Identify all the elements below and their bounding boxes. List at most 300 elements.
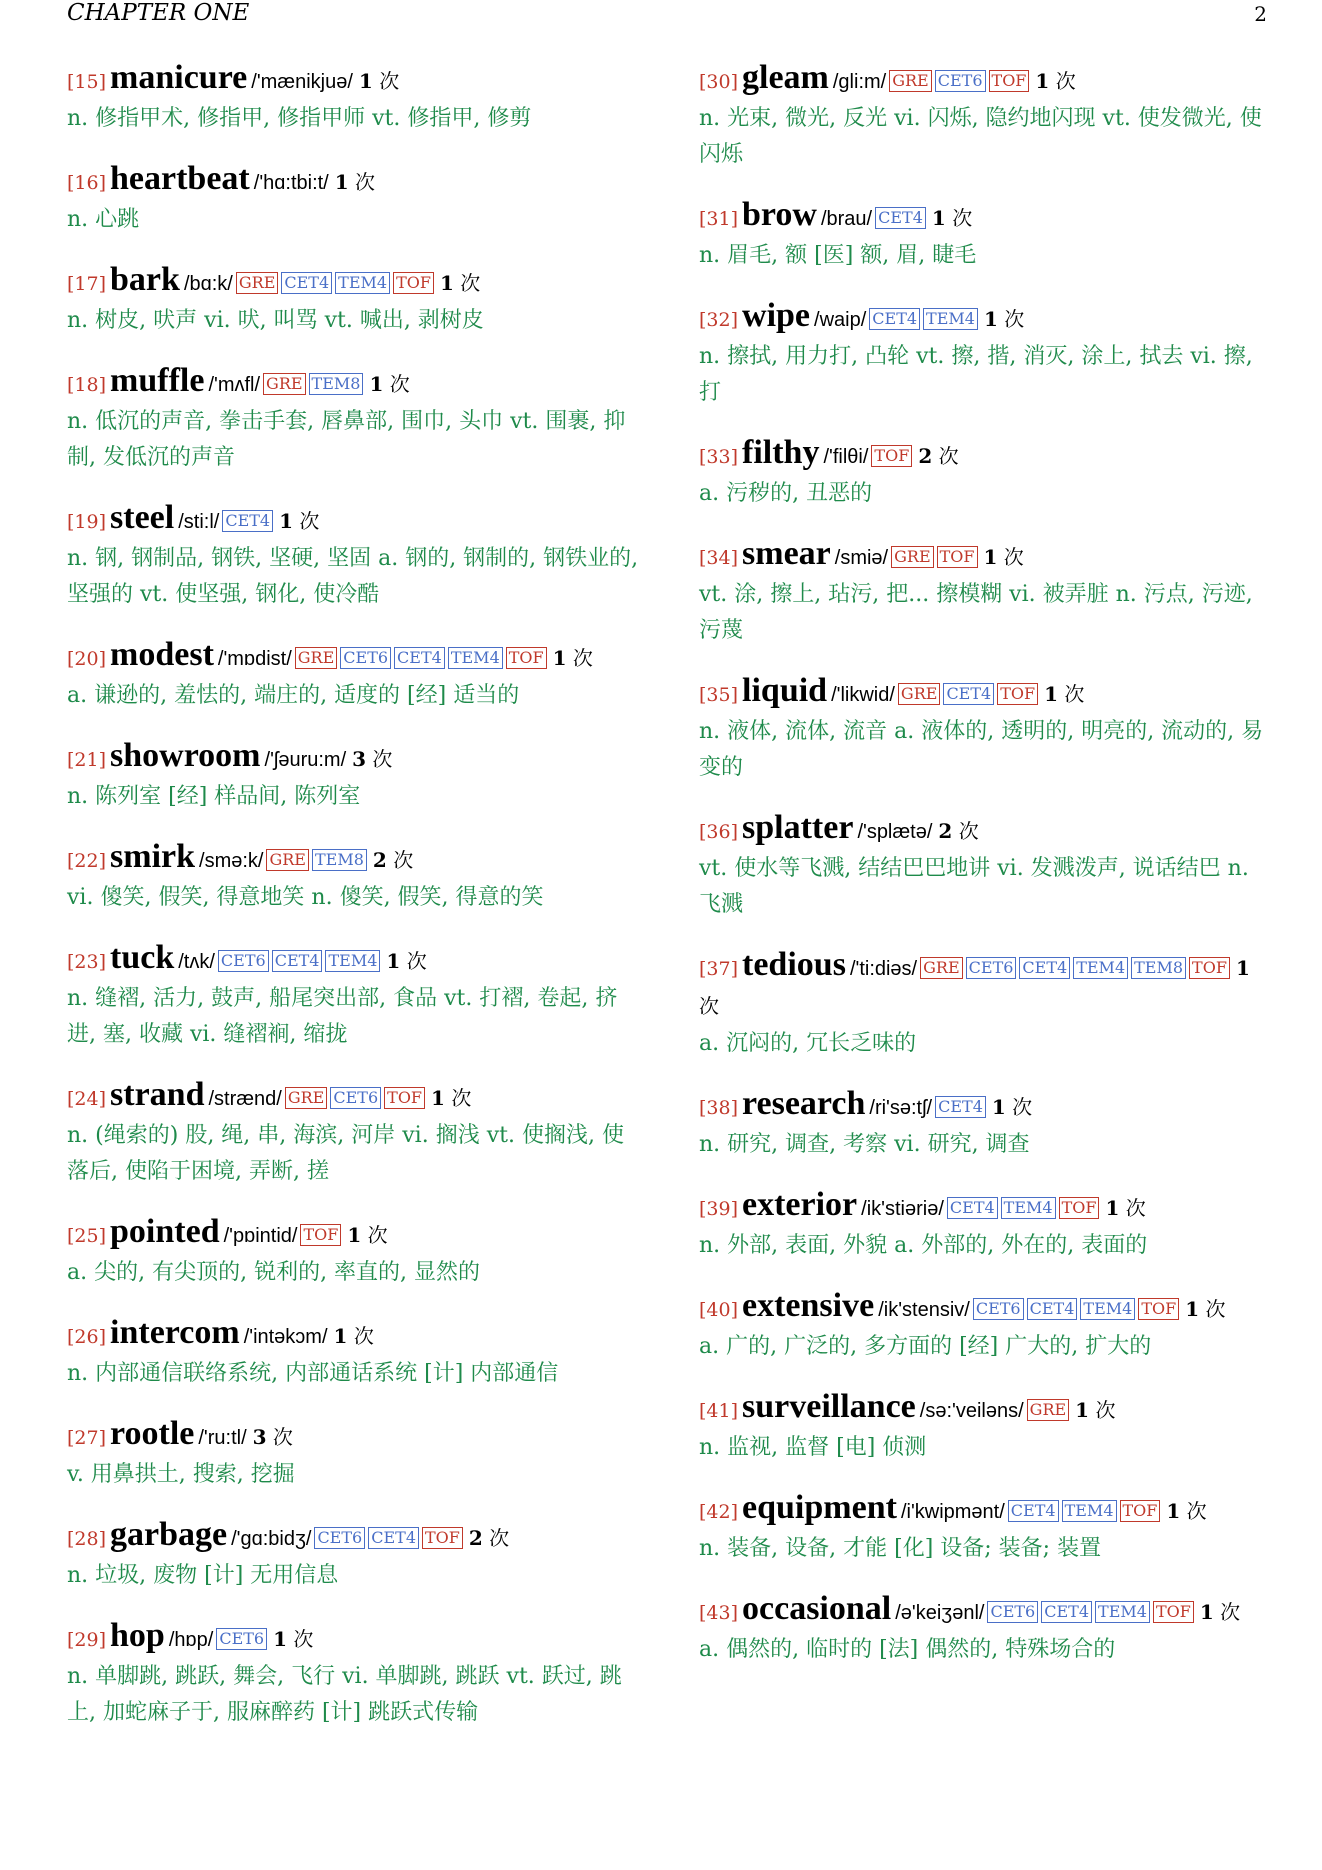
page-header: [67, 0, 1267, 32]
headword: exterior: [742, 1186, 858, 1223]
definition: n. 树皮, 吠声 vi. 吠, 叫骂 vt. 喊出, 剥树皮: [67, 308, 484, 333]
count-unit: 次: [1064, 682, 1085, 706]
entry-index: [42]: [699, 1501, 739, 1523]
definition: n. 内部通信联络系统, 内部通话系统 [计] 内部通信: [67, 1361, 559, 1386]
vocab-entry: [699, 197, 1275, 274]
definition: n. 外部, 表面, 外貌 a. 外部的, 外在的, 表面的: [699, 1233, 1148, 1258]
phonetic: /smiə/: [834, 547, 889, 569]
exam-tag: TEM4: [1062, 1500, 1117, 1522]
phonetic: /'ʃəuru:m/: [264, 749, 347, 771]
count-number: 1: [1035, 69, 1050, 93]
entry-index: [19]: [67, 511, 107, 533]
entry-index: [38]: [699, 1097, 739, 1119]
phonetic: /waip/: [814, 309, 867, 331]
headword: rootle: [110, 1415, 195, 1452]
count-number: 2: [938, 819, 953, 843]
count-number: 1: [1185, 1297, 1200, 1321]
definition: n. 垃圾, 废物 [计] 无用信息: [67, 1563, 339, 1588]
headword: showroom: [110, 737, 261, 774]
count-unit: 次: [1003, 545, 1024, 569]
page-number: 2: [1254, 2, 1267, 26]
exam-tag: GRE: [898, 683, 941, 705]
phonetic: /strænd/: [208, 1088, 282, 1110]
entry-index: [18]: [67, 374, 107, 396]
occurrence-count: [1200, 1600, 1240, 1624]
vocab-entry: [67, 839, 643, 916]
occurrence-count: [938, 819, 978, 843]
headword: heartbeat: [110, 160, 250, 197]
occurrence-count: [369, 372, 409, 396]
exam-tag: CET4: [281, 272, 332, 294]
entry-head: [699, 810, 1275, 851]
exam-tag: TOF: [506, 647, 547, 669]
exam-tag: TEM4: [325, 950, 380, 972]
phonetic: /brau/: [820, 208, 873, 230]
entry-head: [67, 262, 643, 303]
entry-head: [67, 161, 643, 202]
vocab-entry: [699, 435, 1275, 512]
entry-head: [67, 500, 643, 541]
entry-index: [15]: [67, 71, 107, 93]
exam-tag: CET6: [935, 70, 986, 92]
exam-tag: GRE: [891, 546, 934, 568]
definition: a. 污秽的, 丑恶的: [699, 481, 873, 506]
phonetic: /hɒp/: [168, 1629, 214, 1651]
headword: tedious: [742, 946, 846, 983]
phonetic: /'splætə/: [857, 821, 933, 843]
occurrence-count: [918, 444, 958, 468]
exam-tag: CET4: [935, 1096, 986, 1118]
definition: a. 偶然的, 临时的 [法] 偶然的, 特殊场合的: [699, 1637, 1116, 1662]
exam-tag: CET4: [1019, 957, 1070, 979]
exam-tag: TEM8: [309, 373, 364, 395]
occurrence-count: [1035, 69, 1075, 93]
exam-tag: TOF: [422, 1527, 463, 1549]
phonetic: /sə:'veiləns/: [919, 1400, 1024, 1422]
count-unit: 次: [460, 271, 481, 295]
occurrence-count: [992, 1095, 1032, 1119]
count-unit: 次: [393, 848, 414, 872]
count-unit: 次: [958, 819, 979, 843]
occurrence-count: [1166, 1499, 1206, 1523]
vocab-entry: [67, 738, 643, 815]
phonetic: /tʌk/: [178, 951, 215, 973]
exam-tag: CET6: [216, 1628, 267, 1650]
count-number: 1: [1166, 1499, 1181, 1523]
count-unit: 次: [1205, 1297, 1226, 1321]
definition: a. 广的, 广泛的, 多方面的 [经] 广大的, 扩大的: [699, 1334, 1152, 1359]
exam-tag: CET4: [947, 1197, 998, 1219]
headword: gleam: [742, 59, 829, 96]
exam-tag: GRE: [263, 373, 306, 395]
exam-tag: TOF: [393, 272, 434, 294]
count-unit: 次: [379, 69, 400, 93]
vocab-entry: [67, 1214, 643, 1291]
definition: n. 钢, 钢制品, 钢铁, 坚硬, 坚固 a. 钢的, 钢制的, 钢铁业的, 坚强的 vt. 使坚强, 钢化, 使冷酷: [67, 546, 639, 607]
entry-index: [39]: [699, 1198, 739, 1220]
count-unit: 次: [406, 949, 427, 973]
entry-head: [67, 1517, 643, 1558]
vocab-entry: [67, 940, 643, 1053]
entry-head: [67, 1315, 643, 1356]
phonetic: /'intəkɔm/: [243, 1326, 328, 1348]
phonetic: /'ru:tl/: [198, 1427, 247, 1449]
headword: occasional: [742, 1590, 892, 1627]
headword: smirk: [110, 838, 196, 875]
count-unit: 次: [293, 1627, 314, 1651]
headword: intercom: [110, 1314, 240, 1351]
entry-index: [24]: [67, 1088, 107, 1110]
entry-index: [31]: [699, 208, 739, 230]
definition: n. 低沉的声音, 拳击手套, 唇鼻部, 围巾, 头巾 vt. 围裹, 抑制, 发低沉的声音: [67, 409, 626, 470]
headword: smear: [742, 535, 831, 572]
vocab-entry: [67, 1077, 643, 1190]
exam-tag: TEM4: [1080, 1298, 1135, 1320]
entry-head: [699, 60, 1275, 101]
exam-tag: TOF: [1138, 1298, 1179, 1320]
definition: n. 缝褶, 活力, 鼓声, 船尾突出部, 食品 vt. 打褶, 卷起, 挤进, 塞, 收藏 vi. 缝褶裥, 缩拢: [67, 986, 618, 1047]
entry-head: [67, 637, 643, 678]
headword: filthy: [742, 434, 820, 471]
entry-index: [20]: [67, 648, 107, 670]
occurrence-count: [440, 271, 480, 295]
count-unit: 次: [1012, 1095, 1033, 1119]
count-number: 1: [1044, 682, 1059, 706]
count-number: 1: [983, 307, 998, 331]
phonetic: /'mʌfl/: [208, 374, 261, 396]
vocab-entry: [699, 1187, 1275, 1264]
headword: garbage: [110, 1516, 228, 1553]
exam-tag: CET4: [272, 950, 323, 972]
vocab-entry: [67, 1618, 643, 1731]
entry-index: [21]: [67, 749, 107, 771]
count-number: 1: [334, 170, 349, 194]
entry-head: [67, 839, 643, 880]
occurrence-count: [273, 1627, 313, 1651]
vocab-entry: [67, 1315, 643, 1392]
entry-head: [67, 363, 643, 404]
count-unit: 次: [367, 1223, 388, 1247]
entry-head: [699, 1389, 1275, 1430]
entry-index: [35]: [699, 684, 739, 706]
exam-tag: TOF: [989, 70, 1030, 92]
occurrence-count: [553, 646, 593, 670]
definition: n. 研究, 调查, 考察 vi. 研究, 调查: [699, 1132, 1030, 1157]
entry-index: [17]: [67, 273, 107, 295]
exam-tag: TEM4: [923, 308, 978, 330]
headword: brow: [742, 196, 817, 233]
entry-index: [22]: [67, 850, 107, 872]
headword: tuck: [110, 939, 175, 976]
vocab-entry: [67, 262, 643, 339]
count-unit: 次: [355, 170, 376, 194]
definition: n. 眉毛, 额 [医] 额, 眉, 睫毛: [699, 243, 977, 268]
left-column: [67, 60, 643, 1755]
exam-tag: CET4: [1041, 1601, 1092, 1623]
count-unit: 次: [1186, 1499, 1207, 1523]
exam-tag: CET4: [1008, 1500, 1059, 1522]
entry-index: [30]: [699, 71, 739, 93]
count-number: 2: [372, 848, 387, 872]
vocab-entry: [67, 637, 643, 714]
occurrence-count: [334, 1324, 374, 1348]
headword: wipe: [742, 297, 811, 334]
occurrence-count: [431, 1086, 471, 1110]
headword: modest: [110, 636, 214, 673]
count-unit: 次: [1055, 69, 1076, 93]
occurrence-count: [469, 1526, 509, 1550]
phonetic: /ik'stensiv/: [878, 1299, 970, 1321]
entry-head: [699, 536, 1275, 577]
entry-head: [699, 673, 1275, 714]
exam-tag: TEM4: [335, 272, 390, 294]
headword: bark: [110, 261, 180, 298]
entry-head: [699, 1490, 1275, 1531]
count-number: 1: [1075, 1398, 1090, 1422]
count-unit: 次: [1004, 307, 1025, 331]
right-column: [699, 60, 1275, 1692]
count-unit: 次: [1095, 1398, 1116, 1422]
count-number: 1: [431, 1086, 445, 1110]
occurrence-count: [373, 848, 413, 872]
occurrence-count: [984, 307, 1024, 331]
entry-head: [67, 1618, 643, 1659]
entry-index: [26]: [67, 1326, 107, 1348]
entry-index: [34]: [699, 547, 739, 569]
definition: n. (绳索的) 股, 绳, 串, 海滨, 河岸 vi. 搁浅 vt. 使搁浅, 使落后, 使陷于困境, 弄断, 搓: [67, 1123, 624, 1184]
headword: equipment: [742, 1489, 897, 1526]
exam-tag: CET6: [314, 1527, 365, 1549]
phonetic: /ə'keiʒənl/: [895, 1602, 985, 1624]
headword: extensive: [742, 1287, 875, 1324]
count-number: 2: [918, 444, 933, 468]
definition: n. 修指甲术, 修指甲, 修指甲师 vt. 修指甲, 修剪: [67, 106, 532, 131]
headword: research: [742, 1085, 866, 1122]
phonetic: /smə:k/: [199, 850, 264, 872]
entry-index: [28]: [67, 1528, 107, 1550]
phonetic: /'ti:diəs/: [849, 958, 918, 980]
headword: steel: [110, 499, 175, 536]
exam-tag: CET4: [1027, 1298, 1078, 1320]
vocab-entry: [699, 1086, 1275, 1163]
count-number: 1: [358, 69, 373, 93]
vocab-entry: [699, 947, 1275, 1062]
phonetic: /'filθi/: [823, 446, 869, 468]
count-unit: 次: [272, 1425, 293, 1449]
count-number: 1: [1235, 956, 1250, 980]
phonetic: /'gɑ:bidʒ/: [231, 1528, 312, 1550]
vocab-entry: [67, 1517, 643, 1594]
occurrence-count: [1075, 1398, 1115, 1422]
definition: a. 沉闷的, 冗长乏味的: [699, 1031, 917, 1056]
occurrence-count: [279, 509, 319, 533]
exam-tag: CET4: [368, 1527, 419, 1549]
vocab-entry: [67, 500, 643, 613]
definition: n. 单脚跳, 跳跃, 舞会, 飞行 vi. 单脚跳, 跳跃 vt. 跃过, 跳上, 加蛇麻子于, 服麻醉药 [计] 跳跃式传输: [67, 1664, 622, 1725]
exam-tag: CET4: [875, 207, 926, 229]
exam-tag: CET4: [222, 510, 273, 532]
entry-index: [33]: [699, 446, 739, 468]
count-number: 1: [347, 1223, 362, 1247]
vocab-entry: [699, 1288, 1275, 1365]
exam-tag: CET6: [330, 1087, 381, 1109]
occurrence-count: [984, 545, 1024, 569]
count-unit: 次: [1125, 1196, 1146, 1220]
entry-head: [67, 60, 643, 101]
entry-head: [67, 1214, 643, 1255]
count-unit: 次: [1220, 1600, 1241, 1624]
vocab-entry: [67, 1416, 643, 1493]
exam-tag: CET6: [218, 950, 269, 972]
count-number: 1: [273, 1627, 288, 1651]
exam-tag: CET4: [943, 683, 994, 705]
headword: liquid: [742, 672, 828, 709]
occurrence-count: [347, 1223, 387, 1247]
headword: manicure: [110, 59, 248, 96]
exam-tag: CET6: [973, 1298, 1024, 1320]
vocab-entry: [699, 1591, 1275, 1668]
phonetic: /ri'sə:tʃ/: [869, 1097, 933, 1119]
exam-tag: GRE: [920, 957, 963, 979]
occurrence-count: [1105, 1196, 1145, 1220]
exam-tag: CET6: [340, 647, 391, 669]
exam-tag: GRE: [266, 849, 309, 871]
occurrence-count: [352, 747, 392, 771]
definition: a. 谦逊的, 羞怯的, 端庄的, 适度的 [经] 适当的: [67, 683, 520, 708]
occurrence-count: [386, 949, 426, 973]
phonetic: /'hɑ:tbi:t/: [253, 172, 329, 194]
entry-head: [699, 1086, 1275, 1127]
exam-tag: GRE: [295, 647, 338, 669]
count-number: 1: [369, 372, 384, 396]
definition: n. 光束, 微光, 反光 vi. 闪烁, 隐约地闪现 vt. 使发微光, 使闪烁: [699, 106, 1262, 167]
exam-tag: TOF: [871, 445, 912, 467]
occurrence-count: [932, 206, 972, 230]
count-unit: 次: [353, 1324, 374, 1348]
entry-index: [16]: [67, 172, 107, 194]
vocab-entry: [699, 298, 1275, 411]
entry-index: [41]: [699, 1400, 739, 1422]
count-unit: 次: [389, 372, 410, 396]
definition: v. 用鼻拱土, 搜索, 挖掘: [67, 1462, 295, 1487]
vocab-entry: [67, 60, 643, 137]
phonetic: /'mænikjuə/: [251, 71, 353, 93]
count-number: 1: [983, 545, 998, 569]
phonetic: /gli:m/: [832, 71, 887, 93]
exam-tag: TEM4: [1095, 1601, 1150, 1623]
entry-head: [699, 1187, 1275, 1228]
count-unit: 次: [938, 444, 959, 468]
definition: a. 尖的, 有尖顶的, 锐利的, 率直的, 显然的: [67, 1260, 481, 1285]
exam-tag: TOF: [384, 1087, 425, 1109]
count-number: 1: [552, 646, 567, 670]
exam-tag: CET6: [966, 957, 1017, 979]
occurrence-count: [253, 1425, 293, 1449]
definition: vi. 傻笑, 假笑, 得意地笑 n. 傻笑, 假笑, 得意的笑: [67, 885, 544, 910]
entry-head: [699, 1288, 1275, 1329]
count-number: 1: [386, 949, 401, 973]
exam-tag: TEM8: [312, 849, 367, 871]
headword: hop: [110, 1617, 165, 1654]
entry-head: [67, 1077, 643, 1118]
entry-index: [40]: [699, 1299, 739, 1321]
phonetic: /sti:l/: [178, 511, 220, 533]
exam-tag: CET6: [987, 1601, 1038, 1623]
vocab-entry: [699, 1389, 1275, 1466]
vocab-entry: [67, 363, 643, 476]
chapter-title: CHAPTER ONE: [67, 0, 250, 26]
count-unit: 次: [489, 1526, 510, 1550]
headword: surveillance: [742, 1388, 916, 1425]
count-number: 1: [279, 509, 294, 533]
count-number: 1: [439, 271, 454, 295]
exam-tag: CET4: [394, 647, 445, 669]
count-number: 1: [931, 206, 946, 230]
count-number: 3: [352, 747, 367, 771]
occurrence-count: [335, 170, 375, 194]
phonetic: /i'kwipmənt/: [900, 1501, 1005, 1523]
headword: pointed: [110, 1213, 220, 1250]
count-number: 1: [1199, 1600, 1214, 1624]
phonetic: /'pɒintid/: [223, 1225, 298, 1247]
vocab-entry: [699, 810, 1275, 923]
definition: n. 心跳: [67, 207, 140, 232]
definition: n. 陈列室 [经] 样品间, 陈列室: [67, 784, 361, 809]
vocab-entry: [699, 1490, 1275, 1567]
entry-index: [23]: [67, 951, 107, 973]
definition: n. 装备, 设备, 才能 [化] 设备; 装备; 装置: [699, 1536, 1102, 1561]
definition: vt. 涂, 擦上, 玷污, 把... 擦模糊 vi. 被弄脏 n. 污点, 污迹, 污蔑: [699, 582, 1253, 643]
definition: vt. 使水等飞溅, 结结巴巴地讲 vi. 发溅泼声, 说话结巴 n. 飞溅: [699, 856, 1249, 917]
definition: n. 擦拭, 用力打, 凸轮 vt. 擦, 揩, 消灭, 涂上, 拭去 vi. 擦, 打: [699, 344, 1253, 405]
phonetic: /'likwid/: [831, 684, 895, 706]
entry-head: [699, 197, 1275, 238]
vocab-entry: [699, 536, 1275, 649]
exam-tag: TOF: [1059, 1197, 1100, 1219]
entry-index: [43]: [699, 1602, 739, 1624]
phonetic: /bɑ:k/: [183, 273, 233, 295]
entry-head: [67, 940, 643, 981]
exam-tag: TEM4: [1001, 1197, 1056, 1219]
count-number: 1: [991, 1095, 1006, 1119]
exam-tag: TOF: [1189, 957, 1230, 979]
exam-tag: GRE: [1027, 1399, 1070, 1421]
entry-index: [29]: [67, 1629, 107, 1651]
entry-head: [67, 1416, 643, 1457]
count-number: 1: [1105, 1196, 1120, 1220]
exam-tag: TOF: [997, 683, 1038, 705]
vocab-entry: [699, 60, 1275, 173]
exam-tag: TEM4: [448, 647, 503, 669]
vocab-entry: [699, 673, 1275, 786]
count-unit: 次: [299, 509, 320, 533]
definition: n. 监视, 监督 [电] 侦测: [699, 1435, 927, 1460]
exam-tag: CET4: [869, 308, 920, 330]
count-unit: 次: [952, 206, 973, 230]
entry-head: [67, 738, 643, 779]
exam-tag: GRE: [285, 1087, 328, 1109]
occurrence-count: [1044, 682, 1084, 706]
exam-tag: TEM8: [1131, 957, 1186, 979]
entry-index: [27]: [67, 1427, 107, 1449]
exam-tag: TOF: [937, 546, 978, 568]
count-unit: 次: [451, 1086, 472, 1110]
phonetic: /'mɒdist/: [217, 648, 292, 670]
count-number: 2: [468, 1526, 483, 1550]
exam-tag: TOF: [300, 1224, 341, 1246]
entry-index: [32]: [699, 309, 739, 331]
entry-head: [699, 298, 1275, 339]
